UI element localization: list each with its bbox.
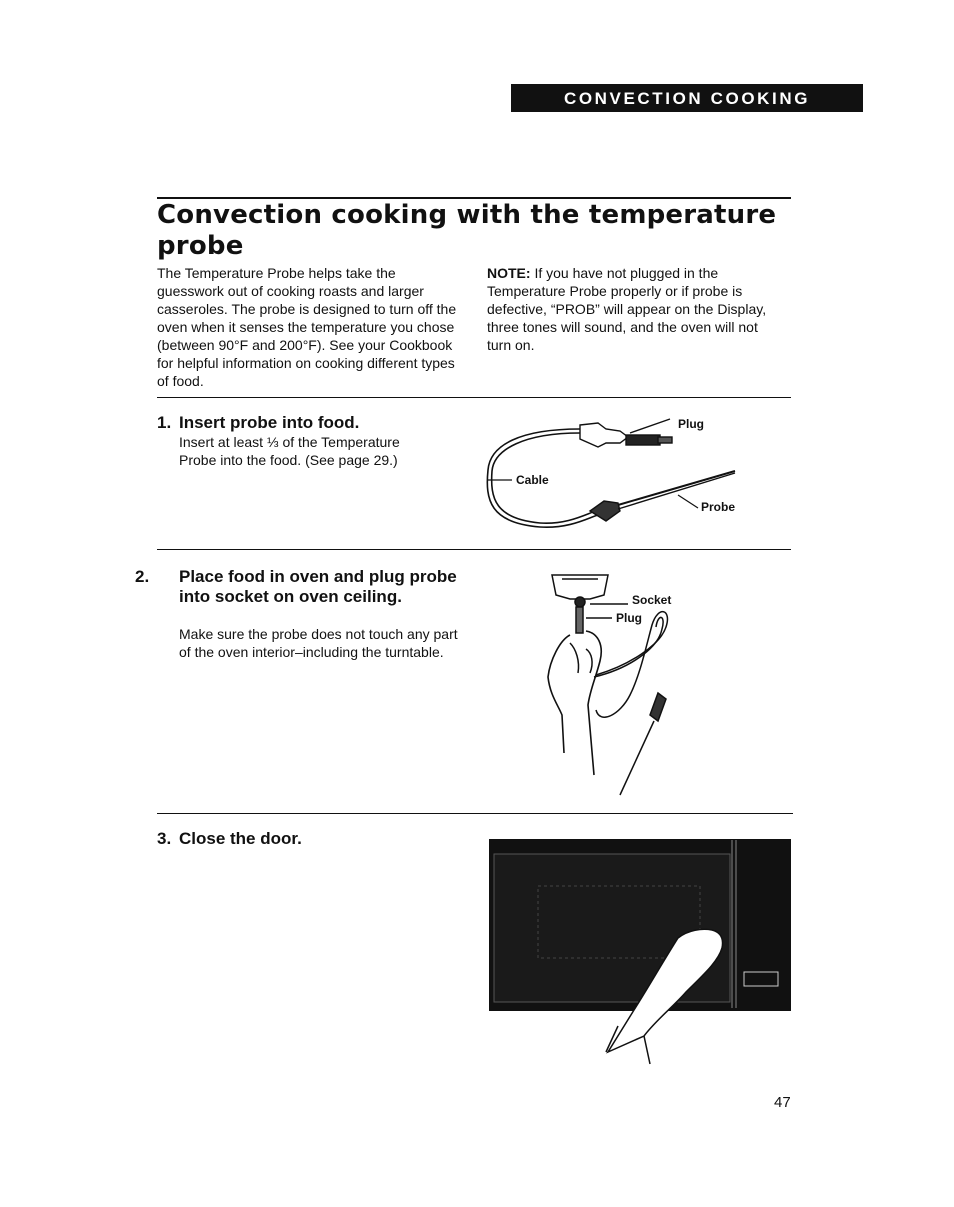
plug-icon [580, 419, 672, 447]
probe-figure [480, 405, 760, 540]
socket-label: Socket [632, 593, 672, 607]
title-rule [157, 197, 791, 199]
page-number: 47 [774, 1094, 791, 1111]
step-2-rule [157, 549, 791, 550]
step-3-number: 3. [157, 829, 172, 848]
step-1-number: 1. [157, 413, 172, 432]
note-text [487, 264, 777, 354]
step-1-heading: Insert probe into food. [179, 413, 360, 432]
plug-label-2: Plug [616, 611, 642, 625]
intro-text: The Temperature Probe helps take the guesswork out of cooking roasts and larger casseroles. The probe is designed to turn off the oven when it senses the temperature you chose (between 90°F and 200°F). See your Cookbook for helpful information on cooking different types of food. [157, 265, 457, 389]
step-3-heading: Close the door. [179, 829, 302, 848]
section-tab: CONVECTION COOKING [511, 84, 863, 112]
step-3-rule [157, 813, 793, 814]
step-3-title [157, 829, 457, 849]
step-2-title [135, 567, 469, 607]
note-label: NOTE: [487, 265, 531, 281]
plug-label: Plug [678, 417, 704, 431]
socket-figure [540, 565, 700, 805]
hand-icon [548, 635, 570, 753]
probe-label: Probe [701, 500, 736, 514]
step-2-description: Make sure the probe does not touch any part of the oven interior–including the turntable. [179, 626, 458, 660]
step-1-description: Insert at least ⅓ of the Temperature Probe into the food. (See page 29.) [179, 434, 400, 468]
microwave-figure [488, 838, 793, 1066]
step-1-title [157, 413, 457, 433]
page-title: Convection cooking with the temperature probe [157, 200, 777, 261]
probe-icon [650, 693, 666, 721]
cable-label: Cable [516, 473, 549, 487]
step-2-heading: Place food in oven and plug probe into socket on oven ceiling. [179, 567, 457, 606]
note-body: If you have not plugged in the Temperature Probe properly or if probe is defective, “PROB” will appear on the Display, three tones will sound, and the oven will not turn on. [487, 265, 767, 353]
step-1-rule [157, 397, 791, 398]
step-2-number: 2. [135, 567, 150, 586]
